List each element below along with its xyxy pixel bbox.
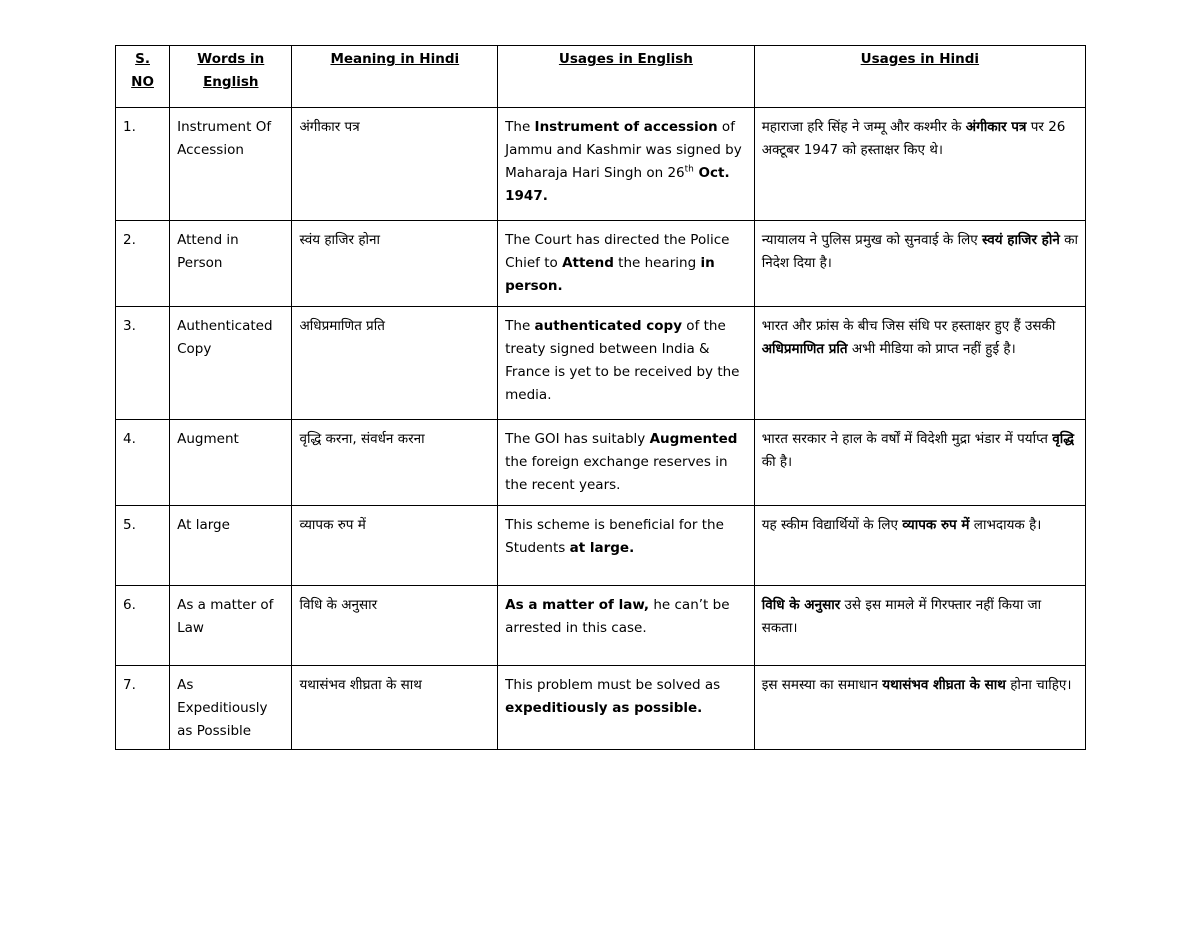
cell-word: Augment xyxy=(170,420,292,506)
cell-meaning: विधि के अनुसार xyxy=(292,586,498,666)
table-header-row xyxy=(116,46,1086,108)
table-row xyxy=(116,420,1086,506)
cell-usage-hindi: भारत और फ्रांस के बीच जिस संधि पर हस्ताक्षर हुए हैं उसकी अधिप्रमाणित प्रति अभी मीडिया को प्राप्त नहीं हुई है। xyxy=(754,307,1085,420)
cell-meaning: स्वंय हाजिर होना xyxy=(292,221,498,307)
header-sno: S. NO xyxy=(116,46,170,108)
header-meaning: Meaning in Hindi xyxy=(292,46,498,108)
cell-word: Authenticated Copy xyxy=(170,307,292,420)
table-row xyxy=(116,307,1086,420)
table-row xyxy=(116,108,1086,221)
cell-meaning: वृद्धि करना, संवर्धन करना xyxy=(292,420,498,506)
cell-usage-english: This problem must be solved as expeditiously as possible. xyxy=(498,666,755,750)
table-row xyxy=(116,221,1086,307)
cell-word: At large xyxy=(170,506,292,586)
cell-sno: 7. xyxy=(116,666,170,750)
cell-usage-hindi: भारत सरकार ने हाल के वर्षों में विदेशी मुद्रा भंडार में पर्याप्त वृद्धि की है। xyxy=(754,420,1085,506)
table-row xyxy=(116,666,1086,750)
cell-sno: 3. xyxy=(116,307,170,420)
cell-word: As Expeditiously as Possible xyxy=(170,666,292,750)
cell-usage-hindi: यह स्कीम विद्यार्थियों के लिए व्यापक रुप में लाभदायक है। xyxy=(754,506,1085,586)
cell-sno: 4. xyxy=(116,420,170,506)
header-usage-english: Usages in English xyxy=(498,46,755,108)
cell-sno: 5. xyxy=(116,506,170,586)
cell-usage-hindi: इस समस्या का समाधान यथासंभव शीघ्रता के साथ होना चाहिए। xyxy=(754,666,1085,750)
cell-sno: 1. xyxy=(116,108,170,221)
cell-sno: 2. xyxy=(116,221,170,307)
cell-usage-english: The Instrument of accession of Jammu and Kashmir was signed by Maharaja Hari Singh on 26th Oct. 1947. xyxy=(498,108,755,221)
header-word: Words in English xyxy=(170,46,292,108)
table-row xyxy=(116,586,1086,666)
cell-usage-english: The GOI has suitably Augmented the foreign exchange reserves in the recent years. xyxy=(498,420,755,506)
cell-word: As a matter of Law xyxy=(170,586,292,666)
cell-meaning: व्यापक रुप में xyxy=(292,506,498,586)
cell-usage-hindi: न्यायालय ने पुलिस प्रमुख को सुनवाई के लिए स्वयं हाजिर होने का निदेश दिया है। xyxy=(754,221,1085,307)
table-row xyxy=(116,506,1086,586)
cell-word: Attend in Person xyxy=(170,221,292,307)
cell-usage-english: The Court has directed the Police Chief to Attend the hearing in person. xyxy=(498,221,755,307)
cell-word: Instrument Of Accession xyxy=(170,108,292,221)
vocabulary-table xyxy=(115,45,1086,750)
cell-usage-hindi: विधि के अनुसार उसे इस मामले में गिरफ्तार नहीं किया जा सकता। xyxy=(754,586,1085,666)
cell-usage-english: The authenticated copy of the treaty signed between India & France is yet to be received by the media. xyxy=(498,307,755,420)
cell-usage-english: This scheme is beneficial for the Students at large. xyxy=(498,506,755,586)
cell-meaning: अंगीकार पत्र xyxy=(292,108,498,221)
cell-meaning: अधिप्रमाणित प्रति xyxy=(292,307,498,420)
cell-usage-hindi: महाराजा हरि सिंह ने जम्मू और कश्मीर के अंगीकार पत्र पर 26 अक्टूबर 1947 को हस्ताक्षर किए थे। xyxy=(754,108,1085,221)
cell-usage-english: As a matter of law, he can’t be arrested in this case. xyxy=(498,586,755,666)
header-usage-hindi: Usages in Hindi xyxy=(754,46,1085,108)
cell-meaning: यथासंभव शीघ्रता के साथ xyxy=(292,666,498,750)
cell-sno: 6. xyxy=(116,586,170,666)
